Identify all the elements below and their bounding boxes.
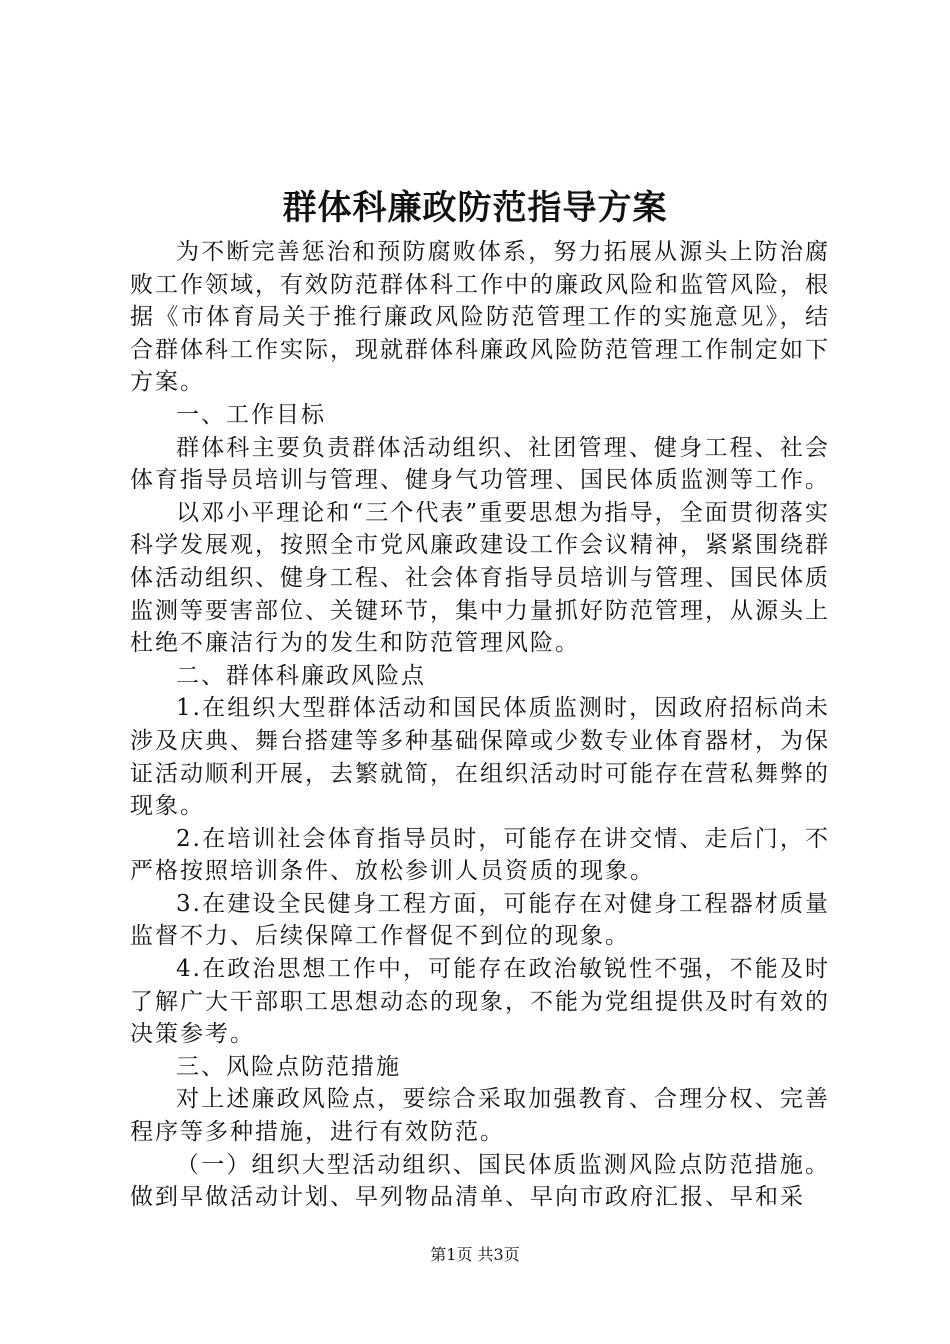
paragraph-guiding-principle: 以邓小平理论和“三个代表”重要思想为指导，全面贯彻落实科学发展观，按照全市党风廉政建设工作会议精神，紧紧围绕群体活动组织、健身工程、社会体育指导员培训与管理、国民体质监测等要害部位、关键环节，集中力量抓好防范管理，从源头上杜绝不廉洁行为的发生和防范管理风险。 (130, 499, 830, 657)
section-heading-3: 三、风险点防范措施 (176, 1053, 401, 1080)
risk-point-3: 3.在建设全民健身工程方面，可能存在对健身工程器材质量监督不力、后续保障工作督促不到位的现象。 (130, 890, 830, 950)
section-heading-1: 一、工作目标 (176, 401, 326, 428)
page-footer: 第1页 共3页 (430, 1245, 520, 1264)
document-body (130, 236, 830, 1214)
paragraph-measures-intro: 对上述廉政风险点，要综合采取加强教育、合理分权、完善程序等多种措施，进行有效防范。 (130, 1086, 830, 1146)
paragraph-measure-1: （一）组织大型活动组织、国民体质监测风险点防范措施。做到早做活动计划、早列物品清单、早向市政府汇报、早和采 (130, 1151, 830, 1211)
risk-point-4: 4.在政治思想工作中，可能存在政治敏锐性不强，不能及时了解广大干部职工思想动态的现象，不能为党组提供及时有效的决策参考。 (130, 956, 830, 1048)
section-heading-2: 二、群体科廉政风险点 (176, 662, 426, 689)
paragraph-intro: 为不断完善惩治和预防腐败体系，努力拓展从源头上防治腐败工作领域，有效防范群体科工作中的廉政风险和监管风险，根据《市体育局关于推行廉政风险防范管理工作的实施意见》，结合群体科工作实际，现就群体科廉政风险防范管理工作制定如下方案。 (130, 239, 830, 396)
risk-point-2: 2.在培训社会体育指导员时，可能存在讲交情、走后门，不严格按照培训条件、放松参训人员资质的现象。 (130, 825, 830, 885)
risk-point-1: 1.在组织大型群体活动和国民体质监测时，因政府招标尚未涉及庆典、舞台搭建等多种基础保障或少数专业体育器材，为保证活动顺利开展，去繁就简，在组织活动时可能存在营私舞弊的现象。 (130, 695, 830, 820)
paragraph-responsibilities: 群体科主要负责群体活动组织、社团管理、健身工程、社会体育指导员培训与管理、健身气功管理、国民体质监测等工作。 (130, 434, 830, 494)
document-title: 群体科廉政防范指导方案 (282, 188, 668, 228)
